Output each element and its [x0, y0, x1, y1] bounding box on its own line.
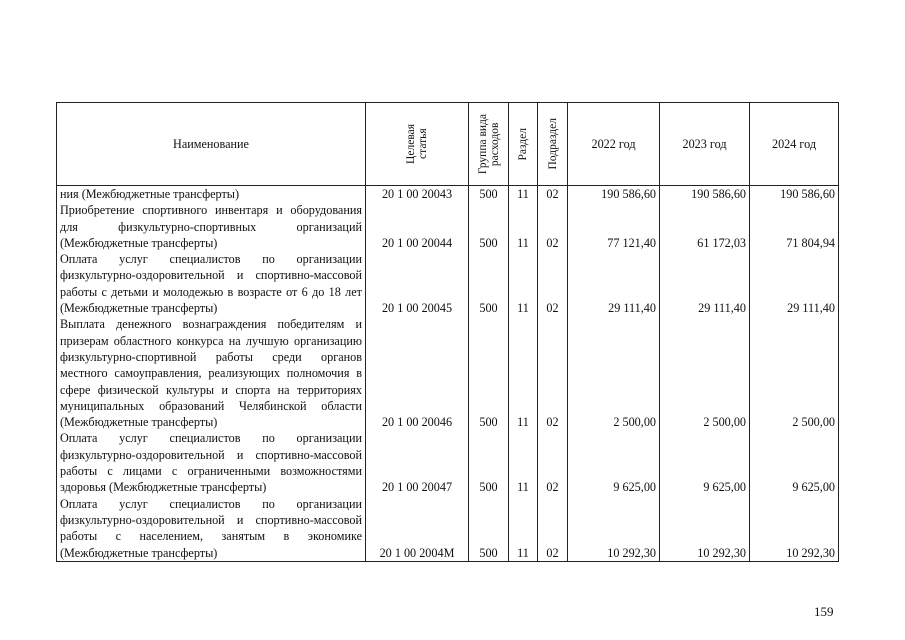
row-target-article: 20 1 00 20045 [366, 251, 469, 316]
row-2023: 190 586,60 [660, 186, 750, 203]
row-name: Приобретение спортивного инвентаря и оборудования для физкультурно-спортивных организаций (Межбюджетные трансферты) [57, 202, 366, 251]
header-section: Раздел [509, 103, 538, 186]
table-row [57, 316, 839, 430]
header-name: Наименование [57, 103, 366, 186]
row-name: Оплата услуг специалистов по организации физкультурно-оздоровительной и спортивно-массовой работы с населением, занятым в экономике (Межбюджетные трансферты) [57, 496, 366, 562]
header-subsection: Подраздел [538, 103, 568, 186]
budget-table [56, 102, 839, 562]
row-section: 11 [509, 430, 538, 495]
row-section: 11 [509, 186, 538, 203]
header-2023: 2023 год [660, 103, 750, 186]
row-2024: 71 804,94 [750, 202, 839, 251]
header-target-article: Целевая статья [366, 103, 469, 186]
row-2022: 9 625,00 [568, 430, 660, 495]
row-2022: 77 121,40 [568, 202, 660, 251]
row-2022: 10 292,30 [568, 496, 660, 562]
table-header-row [57, 103, 839, 186]
row-2023: 29 111,40 [660, 251, 750, 316]
row-name: ния (Межбюджетные трансферты) [57, 186, 366, 203]
row-expense-group: 500 [469, 496, 509, 562]
row-expense-group: 500 [469, 202, 509, 251]
row-2024: 2 500,00 [750, 316, 839, 430]
row-2023: 10 292,30 [660, 496, 750, 562]
row-name: Оплата услуг специалистов по организации физкультурно-оздоровительной и спортивно-массовой работы с лицами с ограниченными возможностями здоровья (Межбюджетные трансферты) [57, 430, 366, 495]
table-row [57, 496, 839, 562]
row-target-article: 20 1 00 20043 [366, 186, 469, 203]
row-target-article: 20 1 00 20044 [366, 202, 469, 251]
row-section: 11 [509, 496, 538, 562]
row-2023: 61 172,03 [660, 202, 750, 251]
table-row [57, 186, 839, 203]
row-name: Выплата денежного вознаграждения победителям и призерам областного конкурса на лучшую организацию физкультурно-спортивной работы среди органов местного самоуправления, реализующих полномочия в сфере физической культуры и спорта на территориях муниципальных образований Челябинской области (Межбюджетные трансферты) [57, 316, 366, 430]
row-section: 11 [509, 251, 538, 316]
table-row [57, 202, 839, 251]
row-2024: 29 111,40 [750, 251, 839, 316]
row-target-article: 20 1 00 20047 [366, 430, 469, 495]
row-2023: 9 625,00 [660, 430, 750, 495]
row-subsection: 02 [538, 316, 568, 430]
row-section: 11 [509, 202, 538, 251]
row-expense-group: 500 [469, 316, 509, 430]
header-expense-group: Группа вида расходов [469, 103, 509, 186]
row-name: Оплата услуг специалистов по организации физкультурно-оздоровительной и спортивно-массовой работы с детьми и молодежью в возрасте от 6 до 18 лет (Межбюджетные трансферты) [57, 251, 366, 316]
row-2024: 10 292,30 [750, 496, 839, 562]
row-subsection: 02 [538, 202, 568, 251]
table-row [57, 430, 839, 495]
row-subsection: 02 [538, 251, 568, 316]
row-2022: 29 111,40 [568, 251, 660, 316]
row-subsection: 02 [538, 430, 568, 495]
table-row [57, 251, 839, 316]
row-expense-group: 500 [469, 186, 509, 203]
row-2023: 2 500,00 [660, 316, 750, 430]
row-subsection: 02 [538, 496, 568, 562]
row-subsection: 02 [538, 186, 568, 203]
row-2022: 190 586,60 [568, 186, 660, 203]
header-2024: 2024 год [750, 103, 839, 186]
row-section: 11 [509, 316, 538, 430]
row-expense-group: 500 [469, 430, 509, 495]
row-2024: 190 586,60 [750, 186, 839, 203]
row-target-article: 20 1 00 20046 [366, 316, 469, 430]
row-expense-group: 500 [469, 251, 509, 316]
page-number: 159 [814, 604, 834, 619]
row-2022: 2 500,00 [568, 316, 660, 430]
header-2022: 2022 год [568, 103, 660, 186]
row-target-article: 20 1 00 2004М [366, 496, 469, 562]
row-2024: 9 625,00 [750, 430, 839, 495]
